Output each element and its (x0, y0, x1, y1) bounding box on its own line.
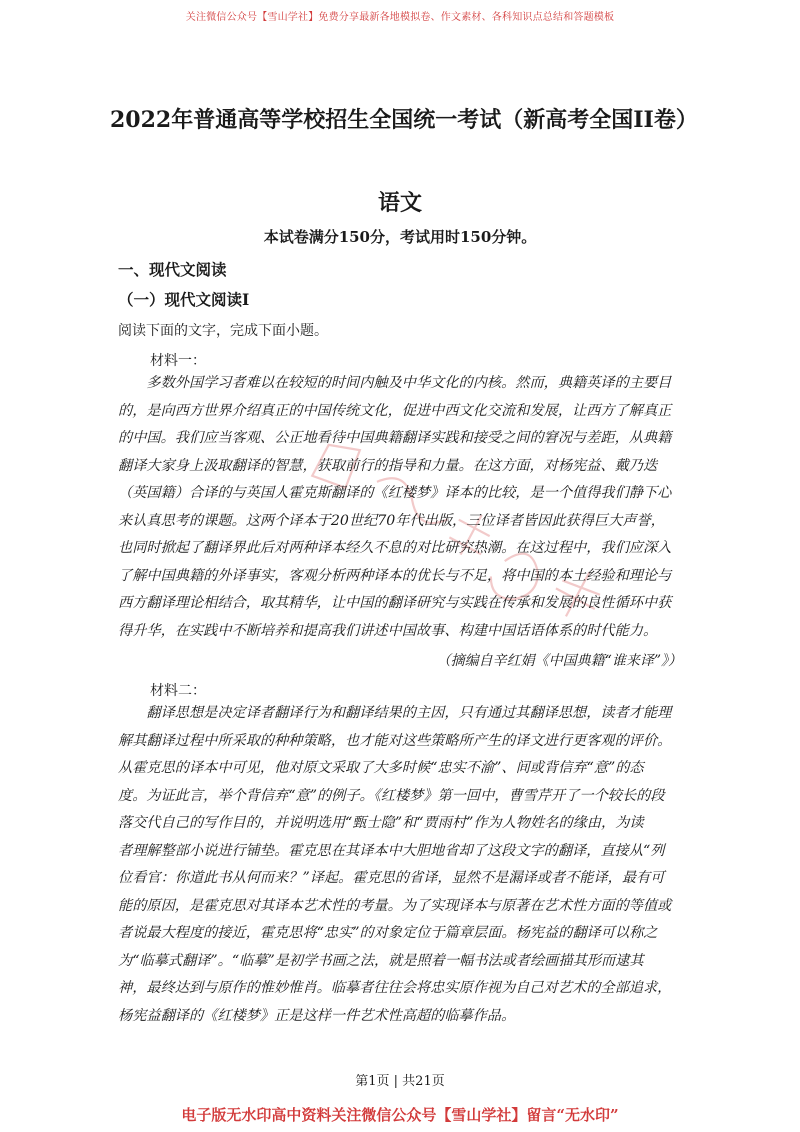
text-line: 了解中国典籍的外译事实，客观分析两种译本的优长与不足，将中国的本土经验和理论与 (118, 567, 672, 584)
material1-text (118, 370, 688, 645)
section-heading: 一、现代文阅读 (118, 260, 227, 279)
text-line: 也同时掀起了翻译界此后对两种译本经久不息的对比研究热潮。在这过程中，我们应深入 (118, 540, 672, 556)
text-line: 多数外国学习者难以在较短的时间内触及中华文化的内核。然而，典籍英译的主要目 (118, 375, 672, 391)
text-line: （英国籍）合译的与英国人霍克斯翻译的《红楼梦》译本的比较，是一个值得我们静下心 (118, 485, 672, 501)
text-line: 杨宪益翻译的《红楼梦》正是这样一件艺术性高超的临摹作品。 (118, 1007, 516, 1024)
text-line: 得升华，在实践中不断培养和提高我们讲述中国故事、构建中国话语体系的时代能力。 (118, 622, 658, 639)
subsection-heading: （一）现代文阅读Ⅰ (118, 290, 250, 309)
subject-title: 语文 (377, 190, 422, 216)
text-line: 为“临摹式翻译”。“临摹”是初学书画之法，就是照着一幅书法或者绘画描其形而逮其 (118, 952, 644, 969)
instruction: 阅读下面的文字，完成下面小题。 (118, 323, 328, 339)
text-line: 的，是向西方世界介绍真正的中国传统文化，促进中西文化交流和发展，让西方了解真正 (118, 402, 672, 419)
text-line: 能的原因，是霍克思对其译本艺术性的考量。为了实现译本与原著在艺术性方面的等值或 (118, 897, 672, 914)
text-line: 神，最终达到与原作的惟妙惟肖。临摹者往往会将忠实原作视为自己对艺术的全部追求， (118, 980, 672, 996)
text-line: 翻译大家身上汲取翻译的智慧，获取前行的指导和力量。在这方面，对杨宪益、戴乃迭 (118, 457, 658, 474)
page-number: 第1页 | 共21页 (355, 1074, 445, 1089)
text-line: 位看官：你道此书从何而来？”译起。霍克思的省译，显然不是漏译或者不能译，最有可 (118, 870, 665, 886)
material2-label: 材料二： (150, 683, 206, 699)
material2-text (118, 700, 688, 1030)
exam-title: 2022年普通高等学校招生全国统一考试（新高考全国II卷） (110, 107, 698, 133)
text-line: 的中国。我们应当客观、公正地看待中国典籍翻译实践和接受之间的窘况与差距，从典籍 (118, 430, 672, 446)
text-line: 落交代自己的写作目的，并说明选用“甄士隐”和“贾雨村”作为人物姓名的缘由，为读 (118, 815, 644, 831)
text-line: 翻译思想是决定译者翻译行为和翻译结果的主因，只有通过其翻译思想，读者才能理 (118, 705, 672, 721)
text-line: 来认真思考的课题。这两个译本于20世纪70年代出版，三位译者皆因此获得巨大声誉， (118, 512, 665, 529)
text-line: 者理解整部小说进行铺垫。霍克思在其译本中大胆地省却了这段文字的翻译，直接从“列 (118, 842, 665, 859)
text-line: 从霍克思的译本中可见，他对原文采取了大多时候“忠实不渝”、间或背信弃“意”的态 (118, 760, 644, 776)
top-banner: 关注微信公众号【雪山学社】免费分享最新各地模拟卷、作文素材、各科知识点总结和答题模板 (185, 12, 615, 23)
material1-source: （摘编自辛红娟《中国典籍“谁来译”》） (436, 653, 682, 669)
bottom-banner: 电子版无水印高中资料关注微信公众号【雪山学社】留言“无水印” (181, 1106, 619, 1124)
text-line: 度。为证此言，举个背信弃“意”的例子。《红楼梦》第一回中，曹雪芹开了一个较长的段 (118, 787, 665, 804)
text-line: 者说最大程度的接近，霍克思将“忠实”的对象定位于篇章层面。杨宪益的翻译可以称之 (118, 925, 658, 941)
score-info: 本试卷满分150分，考试用时150分钟。 (263, 228, 537, 246)
text-line: 解其翻译过程中所采取的种种策略，也才能对这些策略所产生的译文进行更客观的评价。 (118, 732, 672, 749)
text-line: 西方翻译理论相结合，取其精华，让中国的翻译研究与实践在传承和发展的良性循环中获 (118, 595, 672, 611)
material1-label: 材料一： (150, 353, 206, 369)
